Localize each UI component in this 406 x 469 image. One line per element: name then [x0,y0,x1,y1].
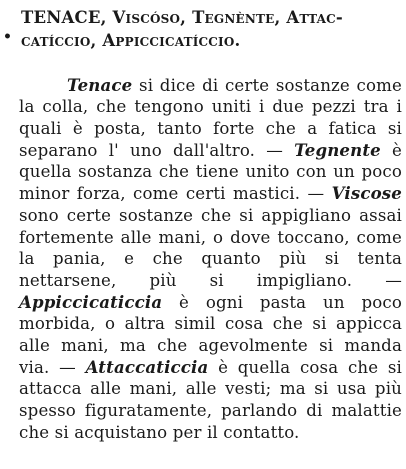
headword-appiccicaticcio: Appiccicatíccio. [102,31,241,50]
term-attaccaticcia: Attaccaticcia [85,356,209,377]
term-appiccicaticcia: Appiccicaticcia [19,291,163,312]
definition-tenace: si dice di certe sostanze come la colla, che tengono uniti i due pezzi tra i quali è posta, tanto forte che a fatica si separano l' uno dall'altro. — [19,75,402,160]
headword-attaccaticcio-part1: Attac- [286,8,343,27]
margin-mark: • [3,29,12,45]
definition-attaccaticcia: è quella cosa che si attacca alle mani, alle vesti; ma si usa più spesso figuratamente, parlando di malattie che si acquistano per il contatto. [19,357,403,442]
headword-tegnente: Tegnènte, [192,8,281,27]
headword-attaccaticcio-part2: catíccio, [21,31,97,50]
definition-appiccicaticcia: è ogni pasta un poco morbida, o altra simil cosa che si appicca alle mani, ma che agevolmente si manda via. — [19,292,402,377]
term-tenace: Tenace [67,74,133,95]
term-tegnente: Tegnente [294,139,381,160]
definition-viscose: sono certe sostanze che si appigliano assai fortemente alle mani, o dove toccano, come la pania, e che quanto più si tenta nettarsene, più si impigliano. — [19,205,402,290]
headword-tenace: TENACE, [21,8,107,27]
definition-tegnente: è quella sostanza che tiene unito con un poco minor forza, come certi mastici. — [19,140,402,204]
entry-heading [21,6,401,52]
headword-viscoso: Viscóso, [112,8,187,27]
term-viscose: Viscose [331,183,402,204]
entry-body [19,75,402,444]
